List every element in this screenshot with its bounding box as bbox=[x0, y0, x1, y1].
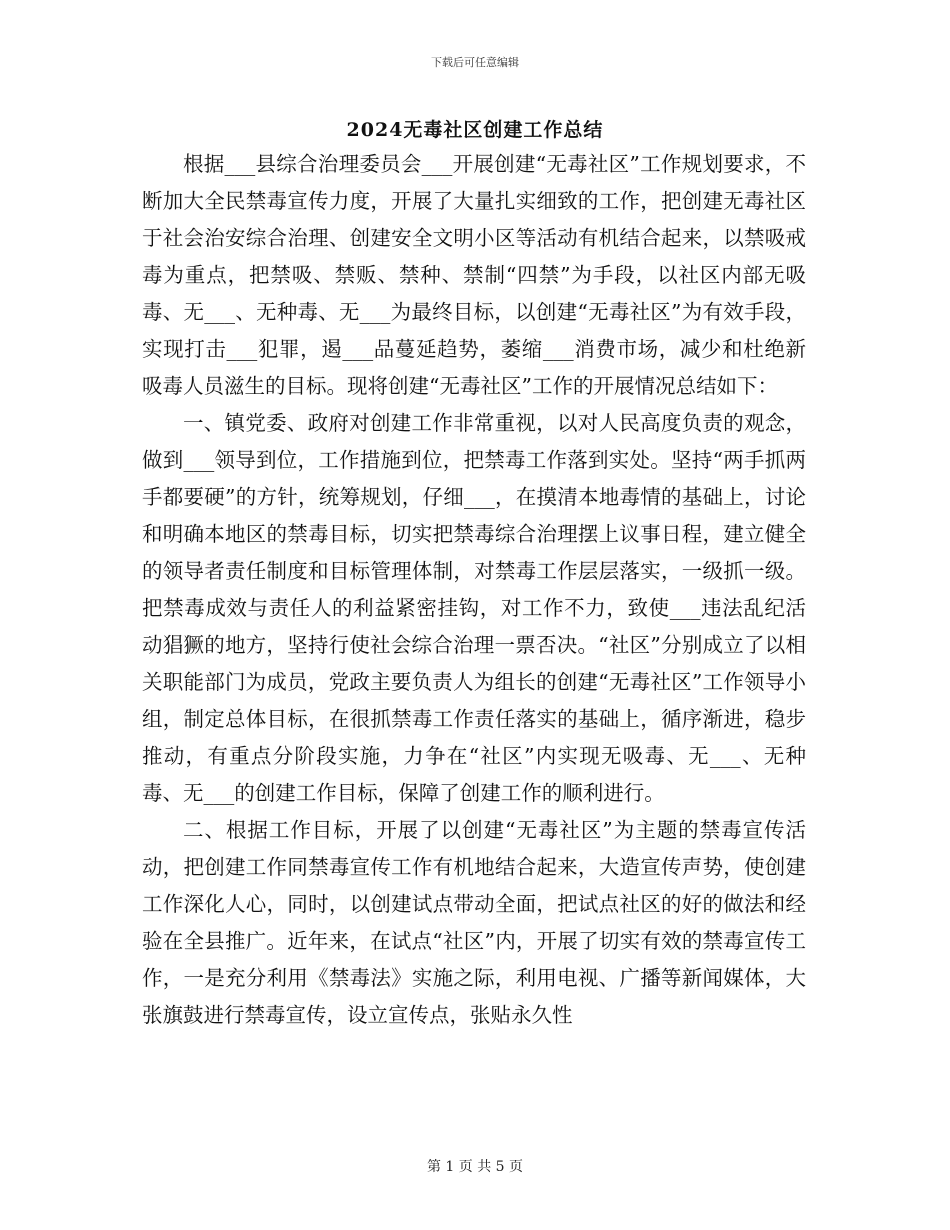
header-note: 下载后可任意编辑 bbox=[431, 56, 519, 69]
document-title: 2024无毒社区创建工作总结 bbox=[346, 119, 604, 141]
page-number: 第 1 页 共 5 页 bbox=[426, 1159, 524, 1175]
paragraph-section-1: 一、镇党委、政府对创建工作非常重视，以对人民高度负责的观念，做到___领导到位，工作措施到位，把禁毒工作落到实处。坚持“两手抓两手都要硬”的方针，统筹规划，仔细___，在摸清本地毒情的基础上，讨论和明确本地区的禁毒目标，切实把禁毒综合治理摆上议事日程，建立健全的领导者责任制度和目标管理体制，对禁毒工作层层落实，一级抓一级。把禁毒成效与责任人的利益紧密挂钩，对工作不力，致使___违法乱纪活动猖獗的地方，坚持行使社会综合治理一票否决。“社区”分别成立了以相关职能部门为成员，党政主要负责人为组长的创建“无毒社区”工作领导小组，制定总体目标，在很抓禁毒工作责任落实的基础上，循序渐进，稳步推动，有重点分阶段实施，力争在“社区”内实现无吸毒、无___、无种毒、无___的创建工作目标，保障了创建工作的顺利进行。 bbox=[142, 411, 806, 805]
paragraph-intro: 根据___县综合治理委员会___开展创建“无毒社区”工作规划要求，不断加大全民禁毒宣传力度，开展了大量扎实细致的工作，把创建无毒社区于社会治安综合治理、创建安全文明小区等活动有机结合起来，以禁吸戒毒为重点，把禁吸、禁贩、禁种、禁制“四禁”为手段，以社区内部无吸毒、无___、无种毒、无___为最终目标，以创建“无毒社区”为有效手段，实现打击___犯罪，遏___品蔓延趋势，萎缩___消费市场，减少和杜绝新吸毒人员滋生的目标。现将创建“无毒社区”工作的开展情况总结如下： bbox=[142, 152, 806, 398]
paragraph-section-2: 二、根据工作目标，开展了以创建“无毒社区”为主题的禁毒宣传活动，把创建工作同禁毒宣传工作有机地结合起来，大造宣传声势，使创建工作深化人心，同时，以创建试点带动全面，把试点社区的好的做法和经验在全县推广。近年来，在试点“社区”内，开展了切实有效的禁毒宣传工作，一是充分利用《禁毒法》实施之际，利用电视、广播等新闻媒体，大张旗鼓进行禁毒宣传，设立宣传点，张贴永久性 bbox=[142, 818, 806, 1027]
document-body bbox=[142, 146, 806, 1034]
